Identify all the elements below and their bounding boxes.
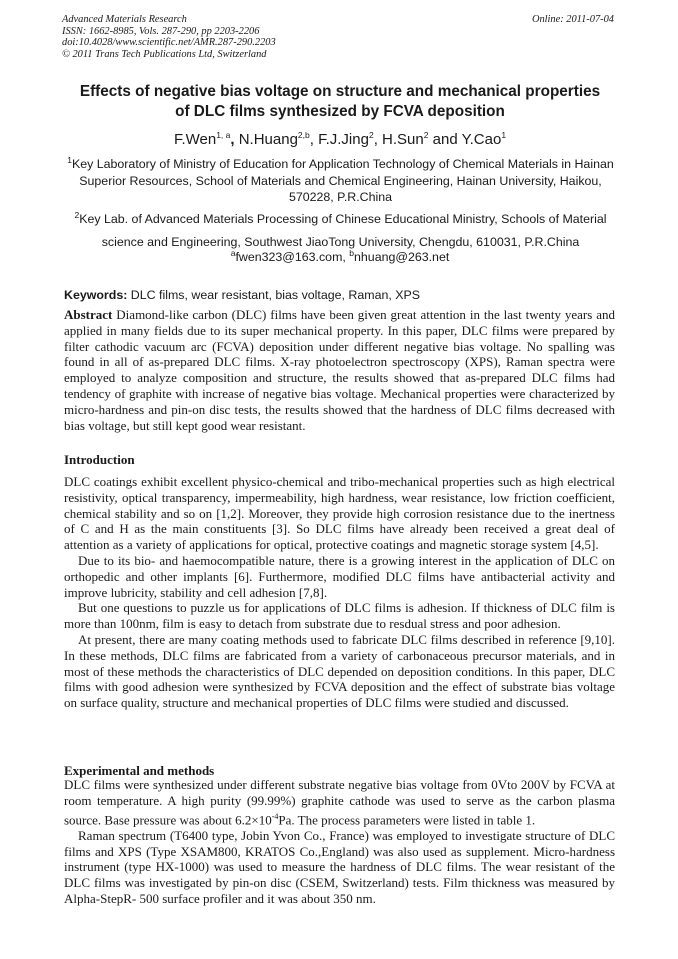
experimental-section (64, 777, 615, 907)
exponent: -4 (271, 811, 279, 821)
section-heading-experimental: Experimental and methods (64, 763, 215, 778)
paragraph (64, 777, 615, 828)
affiliation-2 (58, 208, 623, 253)
paragraph: But one questions to puzzle us for applications of DLC films is adhesion. If thickness of DLC film is more than 100nm, film is easy to detach from substrate due to resdual stress and poor adhesion. (64, 600, 615, 632)
author-affiliation-mark: 2,b (297, 130, 310, 140)
keywords-label: Keywords: (64, 288, 128, 302)
issn-line: ISSN: 1662-8985, Vols. 287-290, pp 2203-2206 (62, 25, 260, 37)
affiliation-text: Key Laboratory of Ministry of Education for Application Technology of Chemical Materials in Hainan Superior Resources, School of Materials and Chemical Engineering, Hainan University, Haikou, 570228, P.R.China (71, 157, 614, 204)
paragraph: Due to its bio- and haemocompatible nature, there is a growing interest in the application of DLC on orthopedic and other implants [6]. Furthermore, modified DLC films have antibacterial activity and improve lubricity, stability and cell adhesion [7,8]. (64, 552, 615, 600)
paper-title (40, 82, 640, 121)
author-name: H.Sun (382, 131, 424, 148)
title-line-2: of DLC films synthesized by FCVA deposition (175, 102, 505, 120)
affiliation-mark: 1 (67, 154, 72, 165)
paragraph: Raman spectrum (T6400 type, Jobin Yvon Co., France) was employed to investigate structure of DLC films and XPS (Type XSAM800, KRATOS Co.,England) was also used as supplement. Micro-hardness instrument (type HX-1000) was used to measure the hardness of DLC films. The wear resistant of the DLC films was investigated by pin-on disc (CSEM, Switzerland) tests. Film thickness was measured by Alpha-StepR- 500 surface profiler and it was about 350 nm. (64, 827, 615, 906)
online-date: Online: 2011-07-04 (531, 14, 614, 25)
email-address: fwen323@163.com, (235, 250, 350, 264)
author-affiliation-mark: 2 (368, 130, 374, 140)
abstract (64, 307, 615, 433)
affiliation-1 (58, 156, 623, 206)
copyright-line: © 2011 Trans Tech Publications Ltd, Switzerland (62, 48, 267, 60)
email-line (40, 247, 640, 264)
author-affiliation-mark: 1 (501, 130, 507, 140)
email-address: nhuang@263.net (354, 250, 450, 264)
abstract-text: Diamond-like carbon (DLC) films have been given great attention in the last twenty years and applied in many fields due to its super mechanical property. In this paper, DLC films were prepared by filter cathodic vacuum arc (FCVA) deposition under different negative bias voltage. No spalling was found in all of as-prepared DLC films. X-ray photoelectron spectroscopy (XPS), Raman spectra were employed to analyze composition and structure, the results showed that as-prepared DLC films had tendency of graphite with increase of negative bias voltage. Mechanical properties were characterized by micro-hardness and pin-on disc tests, the results showed that the hardness of DLC films decreased with bias voltage, but still kept good wear resistant. (64, 307, 615, 433)
title-line-1: Effects of negative bias voltage on structure and mechanical properties (79, 83, 601, 100)
author-list: F.Wen$^{1, a}$, N.Huang$^{2,b}$, F.J.Jing$^2$, H.Sun$^2$ and Y.Cao$^1$ (173, 130, 507, 148)
paragraph: At present, there are many coating methods used to fabricate DLC films described in reference [9,10]. In these methods, DLC films are fabricated from a variety of carbonaceous precursor materials, and in most of these methods the characteristics of DLC depended on deposition conditions. In this paper, DLC films with good adhesion were synthesized by FCVA deposition and the effect of substrate bias voltage on surface quality, structure and mechanical properties of DLC films were studied and discussed. (64, 631, 615, 711)
section-heading-introduction: Introduction (64, 452, 135, 467)
email-mark: b (349, 247, 355, 258)
abstract-label: Abstract (64, 307, 113, 322)
author-name: N.Huang (238, 131, 298, 148)
keywords (64, 288, 619, 302)
author-affiliation-mark: 1, a (216, 130, 231, 140)
paragraph: DLC coatings exhibit excellent physico-chemical and tribo-mechanical properties such as high electrical resistivity, optical transparency, impermeability, high hardness, wear resistance, low friction coefficient, chemical stability and so on [1,2]. Moreover, they provide high corrosion resistance due to the inertness of C and H as the main constituents [3]. So DLC films have already been received a great deal of attention as a variety of applications for optical, protective coatings and magnetic storage system [4,5]. (64, 474, 615, 553)
keywords-text: DLC films, wear resistant, bias voltage, Raman, XPS (127, 288, 421, 302)
author-affiliation-mark: 2 (423, 130, 429, 140)
doi-line: doi:10.4028/www.scientific.net/AMR.287-290.2203 (62, 37, 276, 49)
journal-name: Advanced Materials Research (62, 14, 187, 25)
affiliation-text: Key Lab. of Advanced Materials Processing of Chinese Educational Ministry, Schools of Material science and Engineering, Southwest JiaoTong University, Chengdu, 610031, P.R.China (79, 212, 607, 249)
author-name: Y.Cao (461, 131, 502, 148)
paragraph-text: Pa. The process parameters were listed in table 1. (278, 811, 536, 827)
introduction-section (64, 474, 615, 711)
author-conjunction: and (428, 131, 462, 148)
email-mark: a (230, 247, 236, 258)
author-name: F.Wen (173, 131, 217, 148)
paragraph-text: DLC films were synthesized under different substrate negative bias voltage from 0Vto 200V by FCVA at room temperature. A high purity (99.99%) graphite cathode was used to serve as the carbon plasma source. Base pressure was about 6.2×10 (64, 777, 615, 827)
affiliation-mark: 2 (74, 209, 80, 220)
author-name: F.J.Jing (318, 131, 369, 148)
